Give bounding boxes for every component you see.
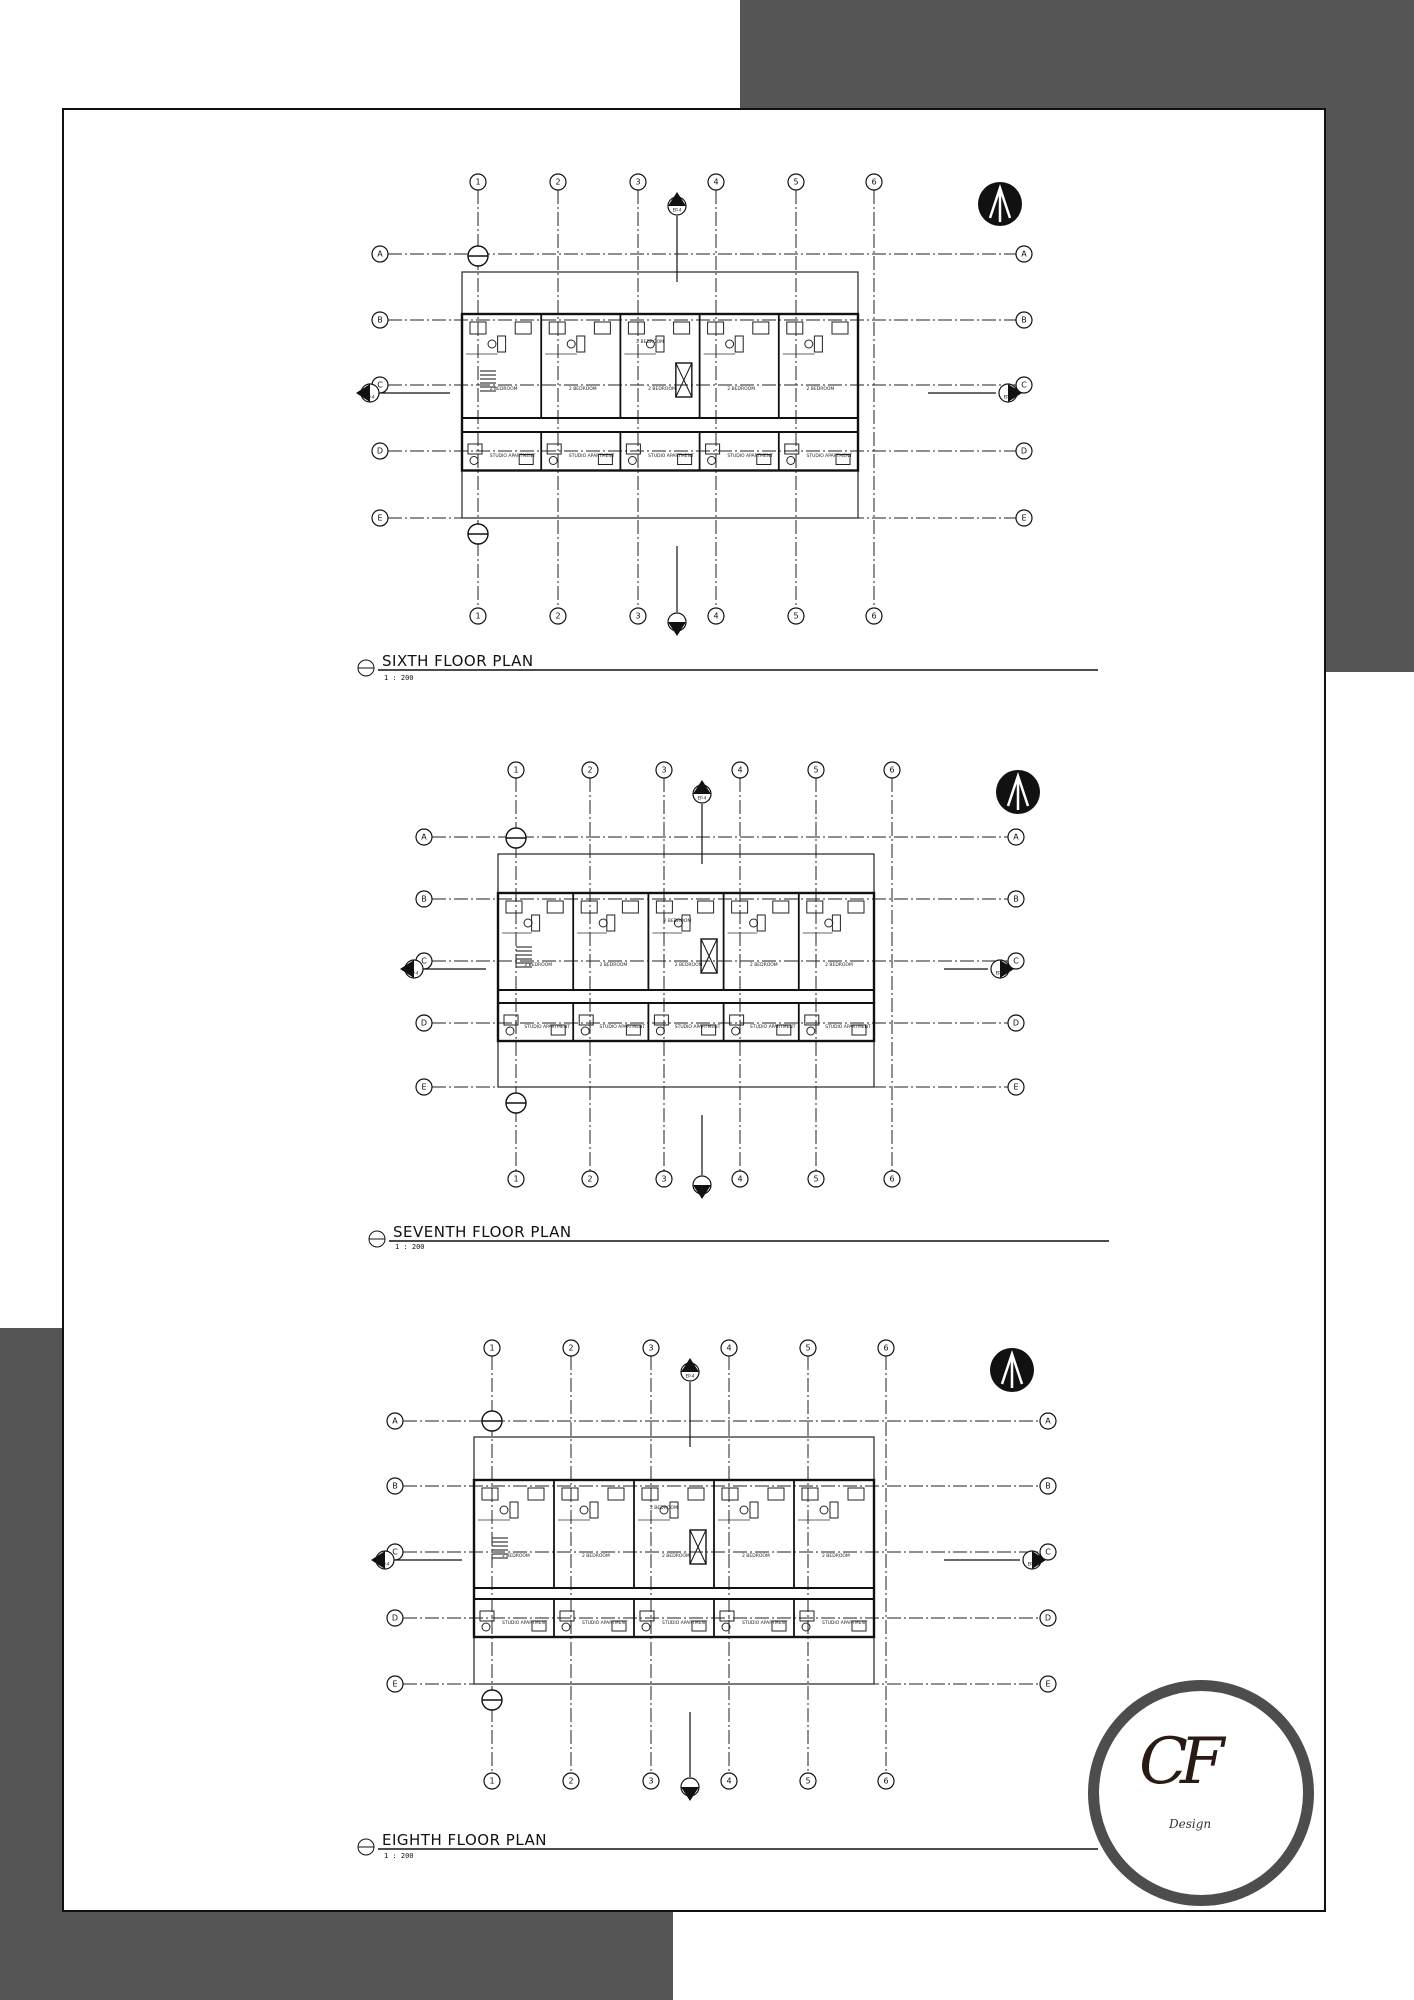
grid-bubble-label: 4 [713,177,719,187]
table [549,457,557,465]
fixture [642,1488,658,1500]
cf-design-logo [1088,1680,1314,1906]
grid-bubble-label: 3 [635,611,641,621]
section-marker-label: EP-4 [685,1788,695,1794]
room-label: 2 BEDROOM [524,963,553,968]
grid-bubble-label: 5 [793,611,799,621]
table [488,340,496,348]
fixture [674,322,690,334]
grid-bubble-label: E [1021,513,1027,523]
room-label: 2 BEDROOM [599,963,628,968]
room-label: STUDIO APARTMENT [648,454,694,459]
fixture [773,901,789,913]
table [820,1506,828,1514]
grid-bubble-label: C [392,1547,398,1557]
floor-plan-1 [356,174,1098,676]
table [482,1623,490,1631]
room-label: STUDIO APARTMENT [568,454,615,459]
fixture [800,1611,814,1621]
room-label: STUDIO APARTMENT [524,1025,570,1030]
grid-bubble-label: E [377,513,383,523]
room-label: 2 BEDROOM [663,919,692,924]
room-label: 2 BEDROOM [489,387,518,392]
drawing-sheet [62,108,1326,1912]
grid-bubble-label: 2 [555,611,561,621]
section-marker-label: EP-4 [1003,394,1013,400]
table [802,1623,810,1631]
section-marker-label: EP-4 [409,970,419,976]
room-label: 2 BEDROOM [806,387,835,392]
table [750,919,758,927]
table [581,1027,589,1035]
room-label: STUDIO APARTMENT [674,1025,721,1030]
room-label: STUDIO APARTMENT [749,1025,796,1030]
room-label: 2 BEDROOM [582,1554,610,1559]
section-marker-label: EP-4 [995,970,1005,976]
grid-bubble-label: C [1021,380,1027,390]
fixture [848,901,864,913]
grid-bubble-label: 3 [661,765,667,775]
room-label: 2 BEDROOM [727,387,756,392]
bed [757,915,765,931]
table [470,457,478,465]
table [805,340,813,348]
grid-bubble-label: 3 [661,1174,667,1184]
grid-bubble-label: 4 [737,765,743,775]
table [708,457,716,465]
bed [498,336,506,352]
plan-scale: 1 : 200 [384,674,414,682]
bed [590,1502,598,1518]
table [642,1623,650,1631]
table [656,1027,664,1035]
grid-bubble-label: 5 [805,1343,811,1353]
fixture [688,1488,704,1500]
table [740,1506,748,1514]
section-marker-label: EP-4 [1027,1561,1037,1567]
grid-bubble-label: E [1013,1082,1019,1092]
grid-bubble-label: A [1045,1416,1051,1426]
fixture [706,444,720,454]
table [524,919,532,927]
fixture [807,901,823,913]
grid-bubble-label: C [377,380,383,390]
grid-bubble-label: 2 [568,1343,574,1353]
grid-bubble-label: D [1044,1613,1052,1623]
grid-bubble-label: 4 [713,611,719,621]
floor-plan-drawings [64,110,1328,1914]
room-label: STUDIO APARTMENT [727,454,773,459]
fixture [528,1488,544,1500]
grid-bubble-label: 3 [648,1776,654,1786]
bed [510,1502,518,1518]
grid-bubble-label: B [421,894,427,904]
room-label: STUDIO APARTMENT [582,1621,628,1626]
room-label: 2 BEDROOM [650,1506,678,1511]
grid-bubble-label: A [392,1416,398,1426]
table [567,340,575,348]
plan-title: SEVENTH FLOOR PLAN [393,1223,572,1241]
table [628,457,636,465]
room-label: 2 BEDROOM [749,963,778,968]
table [726,340,734,348]
section-marker-label: EP-4 [672,207,682,213]
fixture [547,444,561,454]
room-label: STUDIO APARTMENT [662,1621,708,1626]
grid-bubble-label: D [1012,1018,1020,1028]
fixture [608,1488,624,1500]
grid-bubble-label: 6 [883,1343,889,1353]
grid-bubble-label: 1 [513,1174,519,1184]
grid-bubble-label: 1 [489,1776,495,1786]
room-label: 2 BEDROOM [636,340,665,345]
grid-bubble-label: 3 [648,1343,654,1353]
fixture [581,901,597,913]
table [732,1027,740,1035]
fixture [753,322,769,334]
room-label: STUDIO APARTMENT [489,454,536,459]
fixture [547,901,563,913]
logo-subtitle: Design [1169,1817,1212,1831]
grid-bubble-label: D [376,446,384,456]
grid-bubble-label: 6 [871,611,877,621]
grid-bubble-label: B [392,1481,398,1491]
room-label: STUDIO APARTMENT [742,1621,788,1626]
room-label: 2 BEDROOM [822,1554,850,1559]
grid-bubble-label: B [1013,894,1019,904]
table [599,919,607,927]
fixture [594,322,610,334]
bed [830,1502,838,1518]
grid-bubble-label: B [1045,1481,1051,1491]
plan-scale: 1 : 200 [384,1852,414,1860]
bed [832,915,840,931]
logo-mark: CF [1139,1725,1217,1799]
table [787,457,795,465]
grid-bubble-label: C [1045,1547,1051,1557]
fixture [698,901,714,913]
fixture [640,1611,654,1621]
room-label: 2 BEDROOM [662,1554,690,1559]
fixture [722,1488,738,1500]
table [807,1027,815,1035]
fixture [848,1488,864,1500]
grid-bubble-label: 5 [793,177,799,187]
fixture [785,444,799,454]
bed [577,336,585,352]
grid-bubble-label: 5 [813,1174,819,1184]
bed [532,915,540,931]
table [500,1506,508,1514]
grid-bubble-label: E [421,1082,427,1092]
grid-bubble-label: 6 [889,765,895,775]
section-marker-label: EP-4 [365,394,375,400]
grid-bubble-label: A [1021,249,1027,259]
table [580,1506,588,1514]
grid-bubble-label: 5 [805,1776,811,1786]
bed [607,915,615,931]
floor-plan-3 [358,1340,1098,1855]
fixture [506,901,522,913]
grid-bubble-label: A [377,249,383,259]
plan-title: SIXTH FLOOR PLAN [382,652,534,670]
room-label: STUDIO APARTMENT [599,1025,646,1030]
grid-bubble-label: D [391,1613,399,1623]
floor-plan-2 [369,762,1109,1247]
table [506,1027,514,1035]
fixture [832,322,848,334]
plan-title: EIGHTH FLOOR PLAN [382,1831,547,1849]
fixture [622,901,638,913]
grid-bubble-label: 6 [871,177,877,187]
section-marker-label: EP-4 [697,795,707,801]
bed [814,336,822,352]
section-marker-label: EP-4 [697,1186,707,1192]
fixture [628,322,644,334]
room-label: STUDIO APARTMENT [825,1025,871,1030]
grid-bubble-label: 1 [513,765,519,775]
grid-bubble-label: 4 [737,1174,743,1184]
fixture [560,1611,574,1621]
fixture [482,1488,498,1500]
fixture [768,1488,784,1500]
room-label: 2 BEDROOM [825,963,853,968]
fixture [787,322,803,334]
grid-bubble-label: 6 [883,1776,889,1786]
room-label: 2 BEDROOM [674,963,703,968]
plan-scale: 1 : 200 [395,1243,425,1251]
slab-outline [462,272,858,518]
grid-bubble-label: B [377,315,383,325]
section-marker-label: EP-4 [380,1561,390,1567]
grid-bubble-label: 6 [889,1174,895,1184]
section-marker-label: EP-4 [672,623,682,629]
grid-bubble-label: B [1021,315,1027,325]
grid-bubble-label: 1 [475,611,481,621]
grid-bubble-label: A [1013,832,1019,842]
table [562,1623,570,1631]
bed [735,336,743,352]
grid-bubble-label: E [392,1679,398,1689]
room-label: 2 BEDROOM [568,387,597,392]
grid-bubble-label: C [1013,956,1019,966]
grid-bubble-label: 4 [726,1343,732,1353]
grid-bubble-label: A [421,832,427,842]
fixture [549,322,565,334]
grid-bubble-label: 2 [587,765,593,775]
grid-bubble-label: 1 [475,177,481,187]
section-marker-label: EP-4 [685,1373,695,1379]
room-label: STUDIO APARTMENT [502,1621,548,1626]
fixture [515,322,531,334]
room-label: 2 BEDROOM [648,387,676,392]
grid-bubble-label: 1 [489,1343,495,1353]
slab-outline [498,854,874,1087]
grid-bubble-label: D [420,1018,428,1028]
fixture [468,444,482,454]
grid-bubble-label: 2 [555,177,561,187]
table [825,919,833,927]
fixture [720,1611,734,1621]
room-label: STUDIO APARTMENT [806,454,853,459]
fixture [562,1488,578,1500]
room-label: 2 BEDROOM [742,1554,770,1559]
grid-bubble-label: 3 [635,177,641,187]
grid-bubble-label: 2 [568,1776,574,1786]
bed [750,1502,758,1518]
slab-outline [474,1437,874,1684]
fixture [802,1488,818,1500]
room-label: 2 BEDROOM [502,1554,530,1559]
grid-bubble-label: D [1020,446,1028,456]
room-label: STUDIO APARTMENT [822,1621,868,1626]
grid-bubble-label: E [1045,1679,1051,1689]
grid-bubble-label: C [421,956,427,966]
grid-bubble-label: 5 [813,765,819,775]
grid-bubble-label: 4 [726,1776,732,1786]
grid-bubble-label: 2 [587,1174,593,1184]
